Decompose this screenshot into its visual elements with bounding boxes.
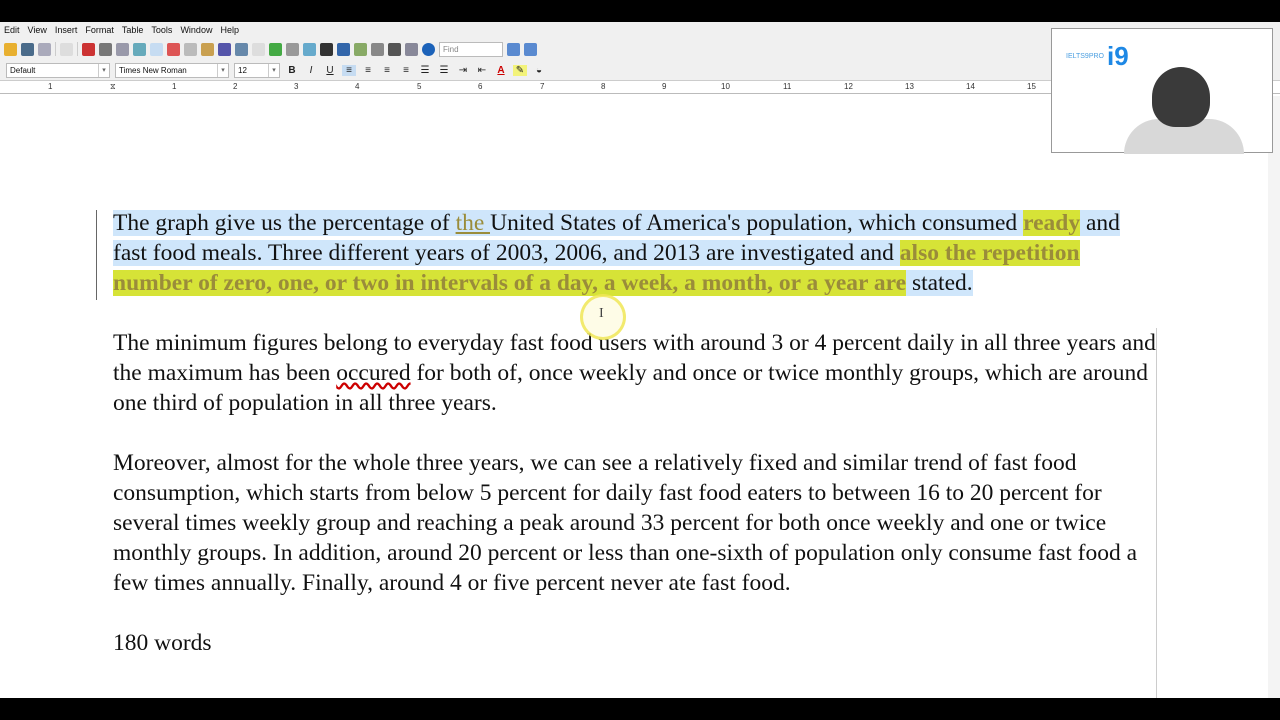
underline-button[interactable]: U: [326, 64, 334, 76]
ruler-label: 13: [905, 82, 914, 91]
paragraph-1[interactable]: [113, 208, 1158, 298]
text-boundary: [96, 210, 97, 300]
ruler-label: 4: [355, 82, 360, 91]
menu-edit[interactable]: Edit: [4, 25, 20, 35]
paragraph-style-select[interactable]: [6, 63, 110, 78]
highlighted-text: also the repetition number of zero, one, or two in intervals of a day, a week, a month, or a year are: [113, 240, 1080, 296]
paste-icon[interactable]: [201, 43, 214, 56]
ruler-label: 14: [966, 82, 975, 91]
formatting-marks-icon[interactable]: [388, 43, 401, 56]
menu-table[interactable]: Table: [121, 25, 144, 35]
justify-button[interactable]: ≡: [403, 64, 409, 76]
save-icon[interactable]: [21, 43, 34, 56]
chevron-down-icon: ▾: [217, 64, 228, 77]
open-icon[interactable]: [4, 43, 17, 56]
text-cursor-icon: I: [599, 306, 604, 321]
brand-logo-text: IELTS9PRO: [1066, 53, 1104, 60]
paragraph-style-value: Default: [10, 65, 36, 75]
menu-format[interactable]: Format: [85, 25, 114, 35]
print-preview-icon[interactable]: [116, 43, 129, 56]
highlighted-text: ready: [1023, 210, 1081, 236]
presenter-head: [1152, 67, 1210, 127]
ruler-label: 3: [294, 82, 299, 91]
paragraph-text: The minimum figures belong to everyday fast food users with around 3 or 4 percent daily in all three years and the maximum has been: [113, 330, 1156, 386]
selected-text: The graph give us the percentage of: [113, 210, 456, 236]
background-color-icon[interactable]: ◒: [535, 64, 543, 76]
cut-icon[interactable]: [167, 43, 180, 56]
menu-view[interactable]: View: [27, 25, 47, 35]
separator: [77, 42, 78, 56]
bold-button[interactable]: B: [288, 64, 296, 76]
menu-tools[interactable]: Tools: [151, 25, 173, 35]
font-name-select[interactable]: [115, 63, 229, 78]
find-replace-icon[interactable]: [320, 43, 333, 56]
ruler-label: 7: [540, 82, 545, 91]
webcam-overlay: [1051, 28, 1273, 153]
font-size-select[interactable]: [234, 63, 280, 78]
word-count-line[interactable]: 180 words: [113, 630, 212, 656]
document-area[interactable]: [0, 102, 1268, 698]
increase-indent-button[interactable]: ⇥: [458, 64, 468, 76]
hyperlink-icon[interactable]: [269, 43, 282, 56]
brand-logo-icon: i9: [1107, 41, 1129, 71]
ruler-label: 2: [233, 82, 238, 91]
vertical-scrollbar[interactable]: [1268, 96, 1280, 698]
paragraph-2[interactable]: [113, 328, 1158, 418]
separator: [55, 42, 56, 56]
menu-insert[interactable]: Insert: [54, 25, 78, 35]
autospellcheck-icon[interactable]: [150, 43, 163, 56]
align-left-button[interactable]: ≡: [342, 65, 356, 76]
align-right-button[interactable]: ≡: [384, 64, 390, 76]
selected-text: and fast food meals. Three different years of 2003, 2006, and 2013 are investigated and: [113, 210, 1120, 266]
selected-text: stated.: [906, 270, 973, 296]
indent-marker-icon[interactable]: ⧖: [110, 82, 116, 91]
edit-mode-icon[interactable]: [60, 43, 73, 56]
export-pdf-icon[interactable]: [82, 43, 95, 56]
highlight-icon[interactable]: ✎: [513, 65, 527, 76]
italic-button[interactable]: I: [309, 64, 313, 76]
chevron-down-icon: ▾: [98, 64, 109, 77]
ruler-label: 15: [1027, 82, 1036, 91]
font-color-icon[interactable]: A: [497, 64, 505, 76]
data-sources-icon[interactable]: [371, 43, 384, 56]
help-icon[interactable]: [422, 43, 435, 56]
paragraph-text: for both of, once weekly and once or twice monthly groups, which are around one third of population in all three years.: [113, 360, 1148, 416]
find-input[interactable]: Find: [439, 42, 503, 57]
align-center-button[interactable]: ≡: [365, 64, 371, 76]
ruler-label: 1: [48, 82, 53, 91]
decrease-indent-button[interactable]: ⇤: [477, 64, 487, 76]
spellcheck-icon[interactable]: [133, 43, 146, 56]
tracked-change-text: the: [455, 210, 491, 236]
navigator-icon[interactable]: [337, 43, 350, 56]
redo-icon[interactable]: [252, 43, 265, 56]
ruler-label: 5: [417, 82, 422, 91]
document-body[interactable]: [113, 208, 1158, 688]
table-icon[interactable]: [286, 43, 299, 56]
ruler-label: 10: [721, 82, 730, 91]
zoom-icon[interactable]: [405, 43, 418, 56]
draw-icon[interactable]: [303, 43, 316, 56]
ruler-label: 12: [844, 82, 853, 91]
undo-icon[interactable]: [235, 43, 248, 56]
gallery-icon[interactable]: [354, 43, 367, 56]
print-icon[interactable]: [99, 43, 112, 56]
font-size-value: 12: [238, 65, 247, 75]
ruler-label: 1: [172, 82, 177, 91]
copy-icon[interactable]: [184, 43, 197, 56]
font-name-value: Times New Roman: [119, 65, 187, 75]
misspelled-word: occured: [336, 360, 411, 386]
numbering-button[interactable]: ☰: [420, 64, 430, 76]
ruler-label: 8: [601, 82, 606, 91]
ruler-label: 11: [783, 82, 792, 91]
menu-help[interactable]: Help: [220, 25, 239, 35]
find-previous-icon[interactable]: [524, 43, 537, 56]
paragraph-3[interactable]: Moreover, almost for the whole three years, we can see a relatively fixed and similar trend of fast food consumption, which starts from below 5 percent for daily fast food eaters to between 16 to 20 percent for several times weekly group and reaching a peak around 33 percent for both once weekly and one or twice monthly groups. In addition, around 20 percent or less than one-sixth of population only consume fast food a few times annually. Finally, around 4 or five percent never ate fast food.: [113, 450, 1138, 596]
chevron-down-icon: ▾: [268, 64, 279, 77]
selected-text: United States of America's population, which consumed: [490, 210, 1024, 236]
email-icon[interactable]: [38, 43, 51, 56]
clone-formatting-icon[interactable]: [218, 43, 231, 56]
ruler-label: 6: [478, 82, 483, 91]
find-next-icon[interactable]: [507, 43, 520, 56]
bullets-button[interactable]: ☰: [439, 64, 449, 76]
ruler-label: 9: [662, 82, 667, 91]
menu-window[interactable]: Window: [180, 25, 213, 35]
